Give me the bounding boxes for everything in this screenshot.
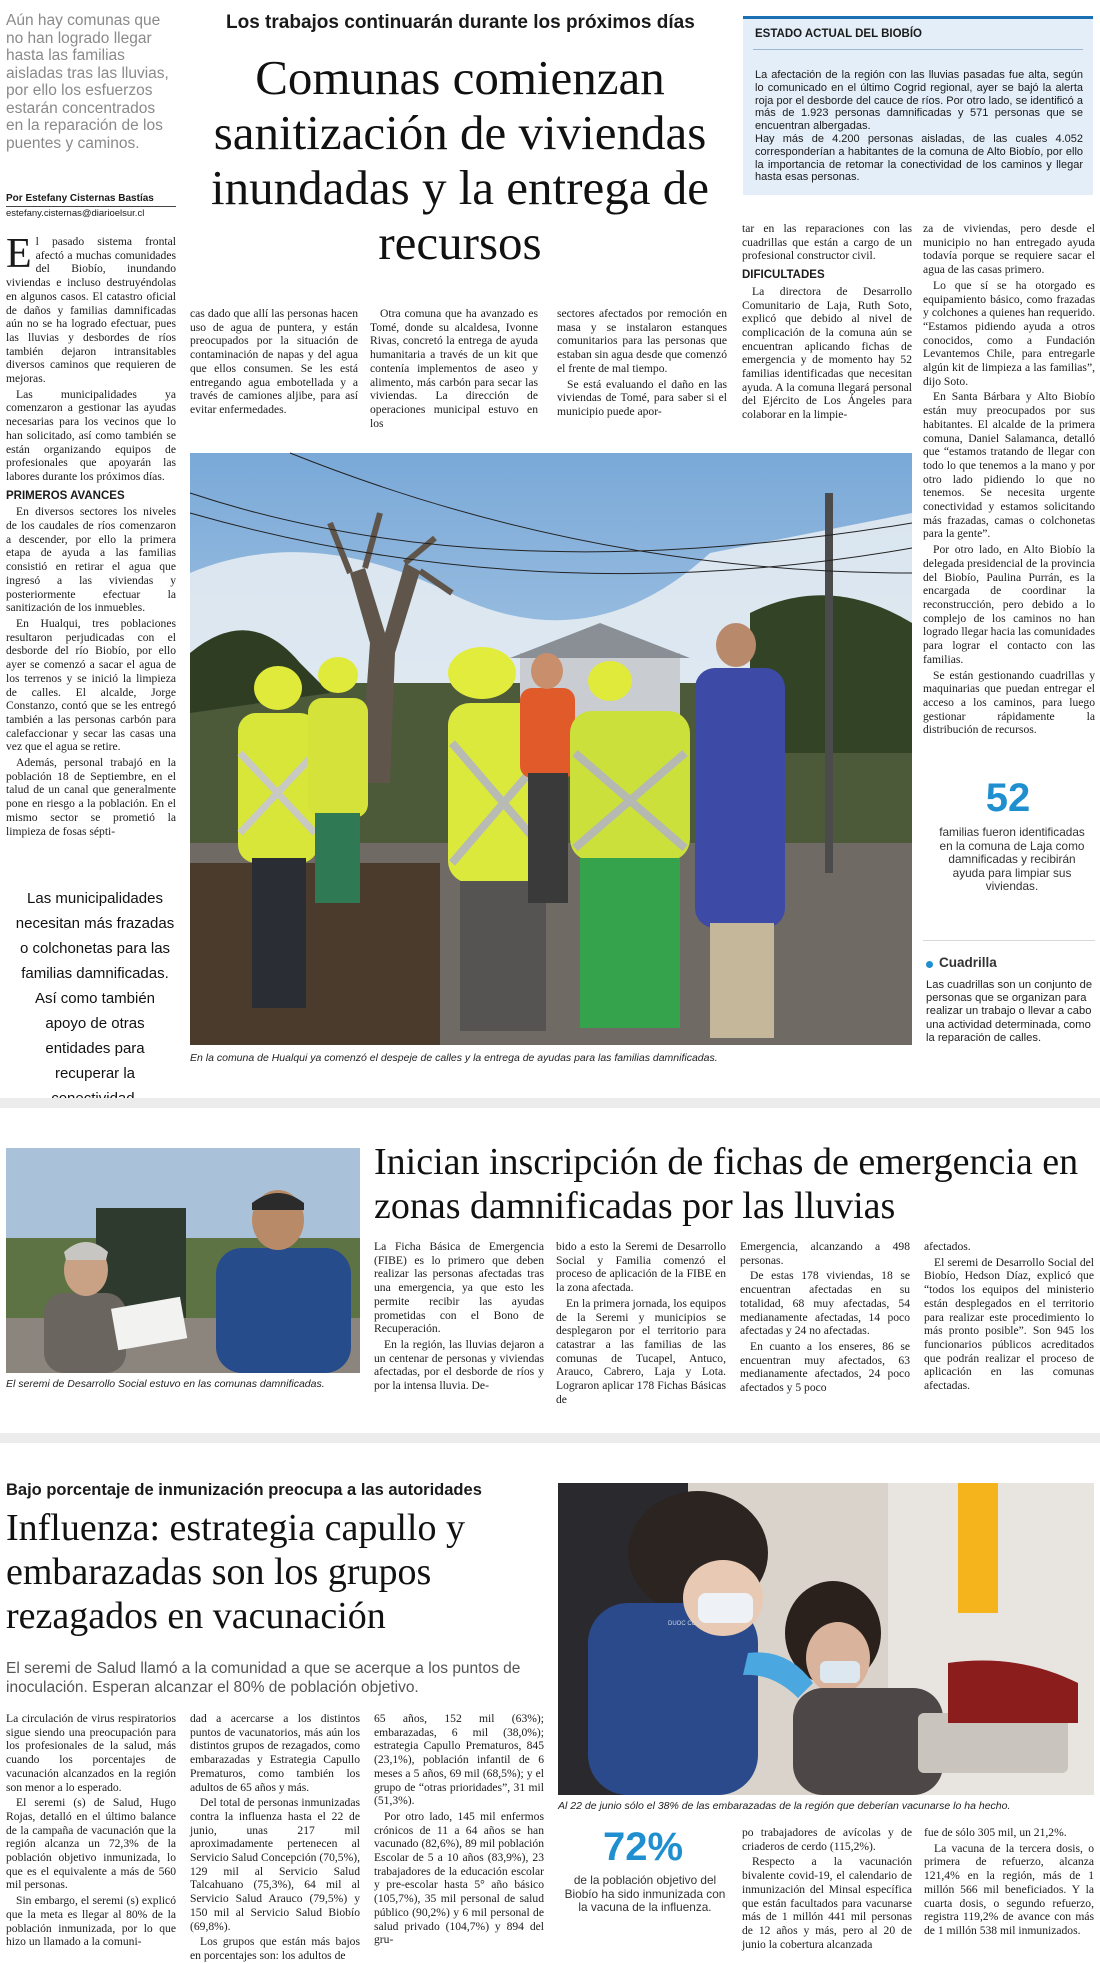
seremi-photo-caption: El seremi de Desarrollo Social estuvo en las comunas damnificadas. (6, 1378, 325, 1390)
paragraph: El seremi (s) de Salud, Hugo Rojas, detalló en el último balance de la campaña de vacunación que la región alcanza un 72,3% de la población objetivo inmunizada, lo que es el equivalente a más de 560 mil personas. (6, 1796, 176, 1892)
paragraph: Sin embargo, el seremi (s) explicó que la meta es llegar al 80% de la población inmunizada, por lo que hizo un llamado a la comuni- (6, 1894, 176, 1949)
stat-text-52: familias fueron identificadas en la comuna de Laja como damnificadas y recibirán ayuda para limpiar sus viviendas. (939, 825, 1085, 893)
paragraph: Del total de personas inmunizadas contra la influenza hasta el 22 de junio, unas 217 mil aproximadamente pertenecen al Servicio Salud Concepción (70,5%), 129 mil al Servicio Salud Talcahuano (75,3%), 64 mil al Servicio Salud Arauco (79,5%) y 150 mil al Servicio Salud Biobío (69,8%). (190, 1796, 360, 1933)
paragraph: Otra comuna que ha avanzado es Tomé, donde su alcaldesa, Ivonne Rivas, concretó la entrega de ayuda humanitaria a través de un kit que contenía implementos de aseo y alimento, más carbón para secar las viviendas. La dirección de operaciones municipal estuvo en los (370, 307, 538, 430)
photo-illustration (190, 453, 912, 1045)
glossary-bullet-icon (926, 961, 933, 968)
article1-column-3 (370, 307, 538, 447)
article3-column-4 (742, 1826, 912, 1954)
status-box-title: ESTADO ACTUAL DEL BIOBÍO (755, 28, 922, 40)
article3-column-2 (190, 1712, 360, 1962)
seremi-photo (6, 1148, 360, 1373)
paragraph: bido a esto la Seremi de Desarrollo Social y Familia comenzó el proceso de aplicación de la FIBE en la zona afectada. (556, 1240, 726, 1295)
paragraph: afectados. (924, 1240, 971, 1253)
article3-column-3 (374, 1712, 544, 1952)
section-divider (0, 1098, 1100, 1108)
article2-column-2 (556, 1240, 726, 1406)
paragraph: sectores afectados por remoción en masa y se instalaron estanques comunitarios para las personas que estaban sin agua desde que comenzó el frente de mal tiempo. (557, 307, 727, 375)
article1-column-4 (557, 307, 727, 447)
article1-kicker: Los trabajos continuarán durante los próximos días (226, 12, 695, 33)
paragraph: Emergencia, alcanzando a 498 personas. (740, 1240, 910, 1267)
paragraph: En la primera jornada, los equipos de la Seremi y municipios se desplegaron por el territorio para catastrar a las familias de las comunas de Tucapel, Antuco, Arauco, Cabrero, Laja y Lota. Lograron aplicar 178 Fichas Básicas de (556, 1296, 726, 1406)
paragraph: En la región, las lluvias dejaron a un centenar de personas y viviendas afectadas, por el desborde de ríos y por la intensa lluvia. De- (374, 1337, 544, 1393)
subhead-dificultades: DIFICULTADES (742, 269, 825, 282)
paragraph: cas dado que allí las personas hacen uso de agua de puntera, y están preocupados por la situación de contaminación de napas y del agua que ellos consumen. Se les está entregando agua embotellada y a través de camiones aljibe, para así evitar enfermedades. (190, 307, 358, 416)
paragraph: Por otro lado, 145 mil enfermos crónicos de 11 a 64 años se han vacunado (82,6%), 89 mil población Escolar de 5 a 10 años (83,9%), 23 trabajadores de la educación escolar y pre-escolar hasta 5° año básico (105,7%), 35 mil personal de salud público (90,2%) y 6 mil personal de salud privado (104,7%) y 894 del gru- (374, 1809, 544, 1947)
article3-headline: Influenza: estrategia capullo y embarazadas son los grupos rezagados en vacunación (6, 1507, 465, 1637)
glossary-text: Las cuadrillas son un conjunto de personas que se organizan para realizar un trabajo o llevar a cabo una actividad determinada, como la reparación de calles. (926, 979, 1093, 1044)
paragraph: za de viviendas, pero desde el municipio no han entregado ayuda todavía porque se requiere sacar el agua de las casas primero. (923, 222, 1095, 277)
stat-number-52: 52 (985, 776, 1031, 820)
paragraph: Respecto a la vacunación bivalente covid-19, el calendario de inmunización del Minsal específica que están facultados para vacunarse más de 1 millón 441 mil personas de 12 años y más, pero al 20 de junio la cobertura alcanzada (742, 1855, 912, 1951)
paragraph: Por otro lado, en Alto Biobío la delegada presidencial de la provincia del Biobío, Paulina Purrán, es la encargada de coordinar la reconstrucción, pero debido a lo complejo de los caminos no han logrado llegar hacia las comunidades para lograr el contacto con las familias. (923, 543, 1095, 666)
vaccination-photo (558, 1483, 1094, 1795)
article2-headline: Inician inscripción de fichas de emergencia en zonas damnificadas por las lluvias (374, 1141, 1079, 1227)
paragraph: El seremi de Desarrollo Social del Biobío, Hedson Díaz, explicó que “todos los equipos del ministerio están desplegados en el territorio para realizar este procedimiento lo más pronto posible”. Son 945 los funcionarios públicos acreditados que podrán realizar el proceso de aplicación en las comunas afectadas. (924, 1255, 1094, 1393)
paragraph: Se están gestionando cuadrillas y maquinarias que puedan entregar el acceso a los caminos, para luego gestionar rápidamente la distribución de recursos. (923, 668, 1095, 737)
paragraph: En Santa Bárbara y Alto Biobío están muy preocupados por sus habitantes. El alcalde de la primera comuna, Daniel Salamanca, detalló que “estamos tratando de llegar con todo lo que tenemos a la mano y por otro lado pidiendo lo que no tenemos. Se necesita urgente conectividad y estamos solicitando más frazadas, camas o colchonetas para la gente”. (923, 390, 1095, 541)
paragraph: En diversos sectores los niveles de los caudales de ríos comenzaron a descender, por ello la primera etapa de ayuda a las familias consistió en retirar el agua que ingresó a las viviendas y posteriormente efectuar la sanitización de los inmuebles. (6, 505, 176, 615)
article3-column-1 (6, 1712, 176, 1952)
stat-number-72: 72% (602, 1825, 684, 1869)
divider (923, 940, 1095, 941)
byline-email: estefany.cisternas@diarioelsur.cl (6, 208, 145, 219)
paragraph: fue de sólo 305 mil, un 21,2%. (924, 1826, 1067, 1839)
paragraph: La vacuna de la tercera dosis, o primera de refuerzo, alcanza 121,4% en la región, más de 1 millón 566 mil beneficiados. Y la cuarta dosis, o segundo refuerzo, registra 119,2% de avance con más de 1 millón 538 mil inmunizados. (924, 1841, 1094, 1937)
article1-column-6 (923, 222, 1095, 742)
jacket-print-text: DUOC CON (668, 1621, 701, 1627)
stat-text-72: de la población objetivo del Biobío ha sido inmunizada con la vacuna de la influenza. (564, 1873, 726, 1914)
article2-column-4 (924, 1240, 1094, 1393)
paragraph: dad a acercarse a los distintos puntos de vacunatorios, más aún los distintos grupos de rezagados, como embarazadas y Estrategia Capullo Prematuros, como también los adultos de 65 años y más. (190, 1712, 360, 1794)
hualqui-street-photo (190, 453, 912, 1045)
dropcap: E (6, 231, 32, 277)
paragraph: La directora de Desarrollo Comunitario de Laja, Ruth Soto, explicó que debido al nivel de complicación de la comuna aún se encuentran aplicando fichas de emergencia y de momento hay 52 familias identificadas que necesitan ayuda. A la comuna llegará personal del Ejército de Los Ángeles para colaborar en la limpie- (742, 284, 912, 422)
byline-rule (6, 206, 176, 207)
paragraph: En Hualqui, tres poblaciones resultaron perjudicadas con el desborde del río Biobío, por ello ayer se comenzó a sacar el agua de los terrenos y se inició la limpieza de calles. El alcalde, Jorge Constanzo, contó que se les entregó también a las personas carbón para calefaccionar y secar las casas una vez que el agua se retire. (6, 616, 176, 754)
status-box-rule (753, 49, 1083, 50)
main-photo-caption: En la comuna de Hualqui ya comenzó el despeje de calles y la entrega de ayudas para las familias damnificadas. (190, 1052, 718, 1064)
paragraph: po trabajadores de avícolas y de criaderos de cerdo (115,2%). (742, 1826, 912, 1853)
vaccination-photo-caption: Al 22 de junio sólo el 38% de las embarazadas de la región que deberían vacunarse lo ha hecho. (558, 1800, 1011, 1812)
article3-kicker: Bajo porcentaje de inmunización preocupa a las autoridades (6, 1481, 482, 1499)
photo-illustration (6, 1148, 360, 1373)
byline: Por Estefany Cisternas Bastías (6, 193, 154, 204)
paragraph: Los grupos que están más bajos en porcentajes son: los adultos de (190, 1935, 360, 1962)
paragraph: Lo que sí se ha otorgado es equipamiento básico, como frazadas y colchones a quienes han requerido. “Estamos pidiendo ayuda a otros conocidos, como a Fundación Levantemos Chile, para entregarle algún kit de limpieza a las familias”, dijo Soto. (923, 278, 1095, 388)
article1-column-5 (742, 222, 912, 452)
photo-illustration (558, 1483, 1094, 1795)
paragraph: Además, personal trabajó en la población 18 de Septiembre, en el talud de un canal que generalmente pone en riesgo a la población. En el mismo sector se prometió la limpieza de fosas sépti- (6, 756, 176, 838)
status-box (743, 16, 1093, 195)
paragraph: Las municipalidades ya comenzaron a gestionar las ayudas necesarias para los vecinos que lo han solicitado, así como también se están organizando equipos de profesionales que apoyarán las labores durante los próximos días. (6, 387, 176, 483)
article2-column-1 (374, 1240, 544, 1393)
paragraph: En cuanto a los enseres, 86 se encuentran muy afectados, 63 medianamente afectados, 24 poco afectados y 5 poco (740, 1339, 910, 1395)
section-divider (0, 1433, 1100, 1443)
paragraph: Se está evaluando el daño en las viviendas de Tomé, para saber si el municipio puede apor- (557, 377, 727, 418)
status-box-paragraph-1: La afectación de la región con las lluvias pasadas fue alta, según lo comunicado en el último Cogrid regional, ayer se bajó la alerta roja por el desborde del cauce de ríos. Por otro lado, se identificó a más de 1.923 personas damnificadas y 571 personas que se encuentran albergadas. (755, 69, 1083, 133)
paragraph: La circulación de virus respiratorios sigue siendo una preocupación para los profesionales de la salud, más cuando los porcentajes de vacunación alcanzados en la región son menor a lo esperado. (6, 1712, 176, 1794)
article1-column-1 (6, 231, 176, 855)
pullquote-top: Aún hay comunas que no han logrado llegar hasta las familias aisladas tras las lluvias, por ello los esfuerzos estarán concentrados en la reparación de los puentes y caminos. (6, 12, 169, 152)
glossary-term: Cuadrilla (939, 955, 997, 970)
article1-headline: Comunas comienzan sanitización de viviendas inundadas y la entrega de recursos (211, 50, 709, 270)
status-box-paragraph-2: Hay más de 4.200 personas aisladas, de las cuales 4.052 corresponderían a habitantes de la comuna de Alto Biobío, por ello la importancia de retomar la conectividad de los caminos y llegar hasta esas personas. (755, 132, 1083, 184)
subhead-primeros-avances: PRIMEROS AVANCES (6, 489, 125, 502)
paragraph: La Ficha Básica de Emergencia (FIBE) es lo primero que deben realizar las personas afectadas tras una emergencia, ya que esto les permite recibir las ayudas prometidas con el Bono de Recuperación. (374, 1240, 544, 1336)
lead-paragraph: l pasado sistema frontal afectó a muchas comunidades del Biobío, inundando viviendas e incluso destruyéndolas en algunos casos. El catastro oficial de daños y familias damnificadas aún no se ha logrado efectuar, pues las lluvias y desbordes de ríos también dejaron intransitables diversos caminos que requieren de mejoras. (6, 235, 176, 386)
paragraph: De estas 178 viviendas, 18 se encuentran afectadas en su totalidad, 68 muy afectadas, 54 medianamente afectadas, 14 poco afectadas y 24 no afectadas. (740, 1269, 910, 1338)
article2-column-3 (740, 1240, 910, 1395)
article1-column-2 (190, 307, 358, 447)
paragraph: tar en las reparaciones con las cuadrillas que están a cargo de un profesional constructor civil. (742, 222, 912, 263)
article3-deck: El seremi de Salud llamó a la comunidad a que se acerque a los puntos de inoculación. Esperan alcanzar el 80% de población objetivo. (6, 1660, 521, 1696)
pull-quote: Las municipalidades necesitan más frazadas o colchonetas para las familias damnificadas. Así como también apoyo de otras entidades para recuperar la (15, 890, 175, 1082)
article3-column-5 (924, 1826, 1094, 1954)
paragraph: 65 años, 152 mil (63%); embarazadas, 6 mil (38,0%); estrategia Capullo Prematuros, 845 (23,1%), población infantil de 6 meses a 5 años, 69 mil (68,5%); y el grupo de “otras prioridades”, 31 mil (51,3%). (374, 1712, 544, 1808)
